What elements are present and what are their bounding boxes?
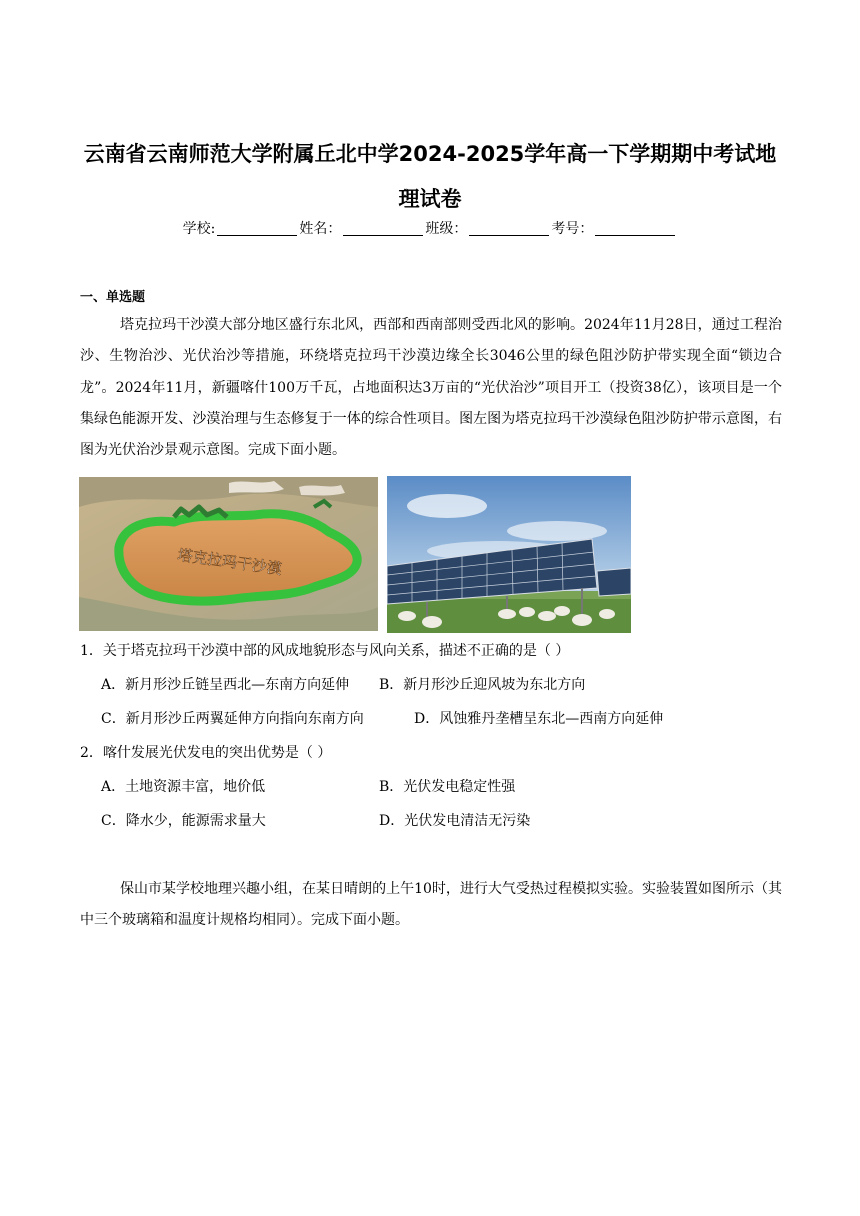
class-blank [469, 221, 549, 236]
school-blank [217, 221, 297, 236]
solar-farm-illustration [387, 476, 631, 633]
number-blank [595, 221, 675, 236]
desert-name-label: 塔克拉玛干沙漠 [176, 545, 283, 579]
desert-map-illustration [79, 477, 378, 631]
question-1-stem: 1．关于塔克拉玛干沙漠中部的风成地貌形态与风向关系，描述不正确的是（ ） [80, 643, 570, 659]
question-1-option-d[interactable]: D．风蚀雅丹垄槽呈东北—西南方向延伸 [414, 711, 664, 727]
class-label: 班级： [425, 221, 468, 237]
section-title: 一、单选题 [80, 290, 146, 305]
question-1-option-b[interactable]: B．新月形沙丘迎风坡为东北方向 [379, 677, 586, 693]
school-label: 学校: [182, 221, 216, 237]
passage-1-text: 塔克拉玛干沙漠大部分地区盛行东北风，西部和西南部则受西北风的影响。2024年11月28日，通过工程治沙、生物治沙、光伏治沙等措施，环绕塔克拉玛干沙漠边缘全长3046公里的绿色阻沙防护带实现全面“锁边合龙”。2024年11月，新疆喀什100万千瓦，占地面积达3万亩的“光伏治沙”项目开工（投资38亿），该项目是一个集绿色能源开发、沙漠治理与生态修复于一体的综合性项目。图左图为塔克拉玛干沙漠绿色阻沙防护带示意图，右图为光伏治沙景观示意图。完成下面小题。 [80, 317, 782, 459]
question-1-option-a[interactable]: A．新月形沙丘链呈西北—东南方向延伸 [101, 677, 350, 693]
question-2-stem: 2．喀什发展光伏发电的突出优势是（ ） [80, 745, 332, 761]
passage-1 [80, 310, 782, 466]
number-label: 考号： [551, 221, 594, 237]
student-info-line [0, 218, 860, 238]
solar-farm-figure [387, 476, 631, 633]
name-blank [343, 221, 423, 236]
question-2-option-a[interactable]: A．土地资源丰富，地价低 [101, 779, 266, 795]
question-2-option-d[interactable]: D．光伏发电清洁无污染 [379, 813, 531, 829]
question-1-option-c[interactable]: C．新月形沙丘两翼延伸方向指向东南方向 [101, 711, 364, 727]
desert-map-figure [79, 477, 378, 631]
question-2-option-c[interactable]: C．降水少，能源需求量大 [101, 813, 266, 829]
page-title-line2: 理试卷 [398, 187, 462, 211]
page-title-line1: 云南省云南师范大学附属丘北中学2024-2025学年高一下学期期中考试地 [83, 142, 777, 166]
passage-2 [80, 874, 782, 937]
passage-2-text: 保山市某学校地理兴趣小组，在某日晴朗的上午10时，进行大气受热过程模拟实验。实验装置如图所示（其中三个玻璃箱和温度计规格均相同）。完成下面小题。 [80, 881, 782, 929]
question-2-option-b[interactable]: B．光伏发电稳定性强 [379, 779, 516, 795]
name-label: 姓名： [299, 221, 342, 237]
